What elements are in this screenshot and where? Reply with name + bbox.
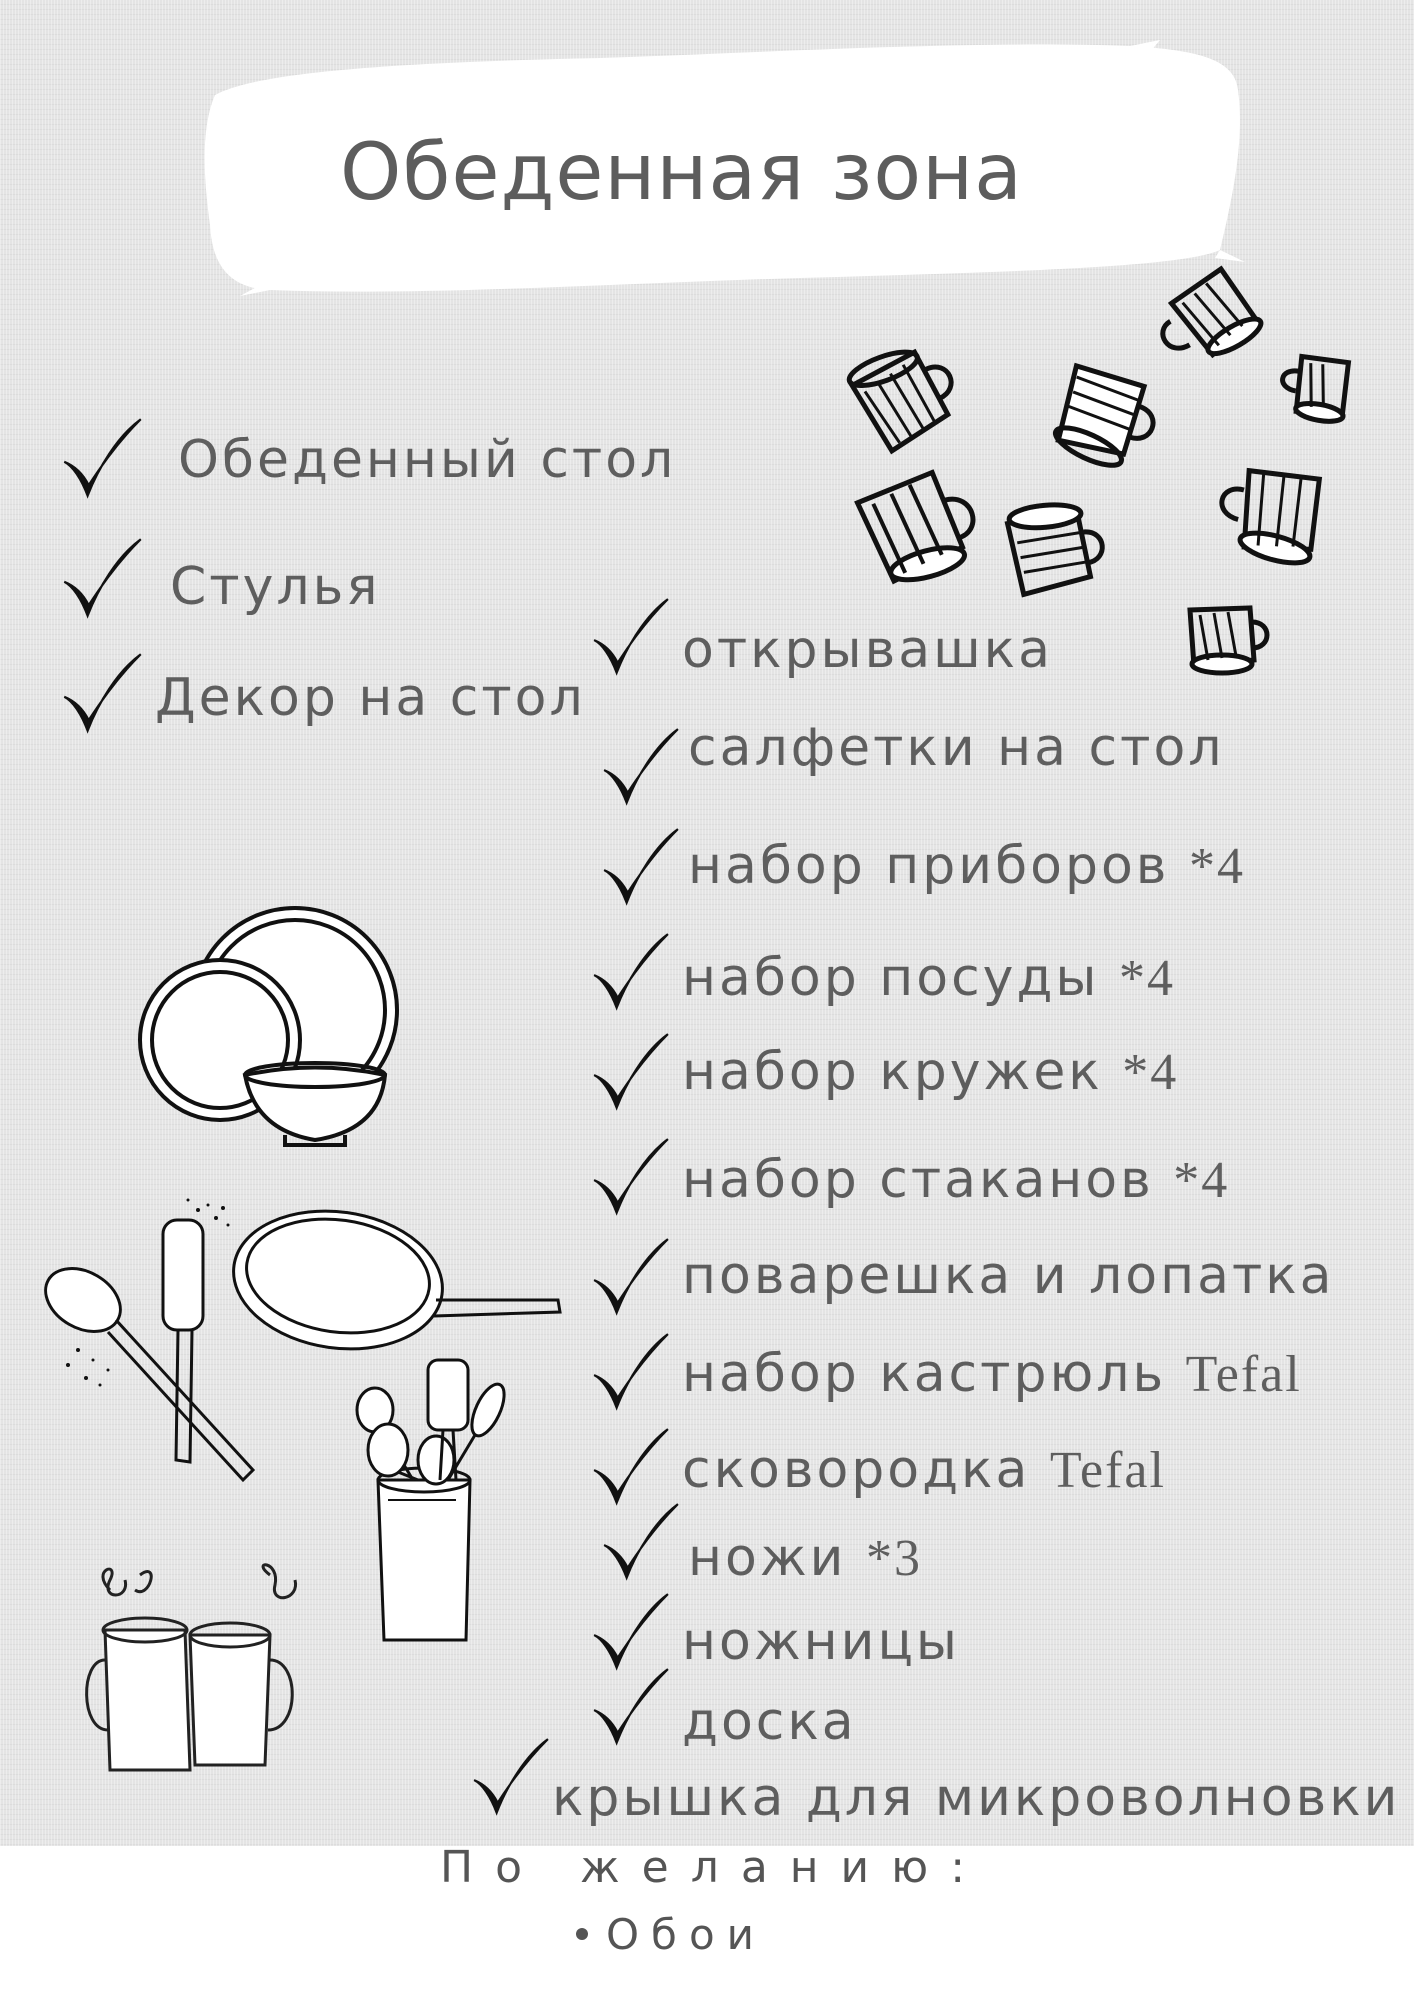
right-checklist-item bbox=[552, 1768, 1400, 1828]
right-checklist-item bbox=[688, 836, 1245, 896]
optional-title: По желанию: bbox=[440, 1842, 988, 1893]
right-checklist-item bbox=[682, 1612, 960, 1672]
right-checklist-item bbox=[682, 1042, 1178, 1102]
plates-illustration bbox=[135, 900, 415, 1150]
item-label: набор кружек bbox=[682, 1042, 1123, 1102]
item-suffix: *3 bbox=[865, 1530, 922, 1587]
item-suffix: Tefal bbox=[1185, 1346, 1302, 1403]
checkmark-icon bbox=[600, 1500, 682, 1582]
item-label: набор стаканов bbox=[682, 1150, 1174, 1210]
right-checklist-item bbox=[682, 948, 1175, 1008]
right-checklist-item bbox=[682, 1150, 1229, 1210]
checkmark-icon bbox=[590, 1330, 672, 1412]
item-label: набор кастрюль bbox=[682, 1344, 1186, 1404]
left-checklist-item: Декор на стол bbox=[155, 668, 586, 728]
right-checklist-item bbox=[688, 718, 1225, 778]
optional-item bbox=[576, 1910, 766, 1959]
item-suffix: *4 bbox=[1119, 950, 1175, 1007]
item-suffix: Tefal bbox=[1049, 1442, 1166, 1499]
checkmark-icon bbox=[590, 595, 672, 677]
checkmark-icon bbox=[590, 1135, 672, 1217]
checkmark-icon bbox=[60, 650, 145, 735]
item-label: крышка для микроволновки bbox=[552, 1768, 1401, 1828]
checkmark-icon bbox=[590, 1590, 672, 1672]
item-label: ножи bbox=[688, 1528, 866, 1588]
item-label: открывашка bbox=[682, 620, 1053, 680]
item-suffix: *4 bbox=[1173, 1152, 1230, 1209]
checkmark-icon bbox=[470, 1735, 552, 1817]
right-checklist-item bbox=[682, 1344, 1302, 1404]
item-suffix: *4 bbox=[1188, 838, 1245, 895]
optional-item-label: Обои bbox=[606, 1910, 766, 1959]
checkmark-icon bbox=[600, 725, 682, 807]
right-checklist-item bbox=[688, 1528, 922, 1588]
checkmark-icon bbox=[590, 1425, 672, 1507]
checkmark-icon bbox=[60, 535, 145, 620]
checkmark-icon bbox=[590, 1665, 672, 1747]
checkmark-icon bbox=[590, 1030, 672, 1112]
bullet-icon bbox=[576, 1928, 588, 1940]
item-label: набор приборов bbox=[688, 836, 1189, 896]
right-checklist-item bbox=[682, 1440, 1166, 1500]
checkmark-icon bbox=[60, 415, 145, 500]
item-label: поварешка и лопатка bbox=[682, 1246, 1335, 1306]
item-suffix: *4 bbox=[1122, 1044, 1179, 1101]
left-checklist-item: Обеденный стол bbox=[178, 430, 677, 490]
item-label: набор посуды bbox=[682, 948, 1119, 1008]
checkmark-icon bbox=[590, 930, 672, 1012]
checkmark-icon bbox=[600, 825, 682, 907]
hot-mugs-illustration bbox=[80, 1560, 360, 1790]
page-title: Обеденная зона bbox=[340, 128, 1023, 218]
item-label: сковородка bbox=[682, 1440, 1050, 1500]
item-label: салфетки на стол bbox=[688, 718, 1225, 778]
cups-illustration bbox=[850, 270, 1370, 690]
left-checklist-item: Стулья bbox=[170, 557, 381, 617]
item-label: ножницы bbox=[682, 1612, 960, 1672]
right-checklist-item bbox=[682, 1692, 857, 1752]
item-label: доска bbox=[682, 1692, 857, 1752]
right-checklist-item bbox=[682, 1246, 1335, 1306]
checkmark-icon bbox=[590, 1235, 672, 1317]
